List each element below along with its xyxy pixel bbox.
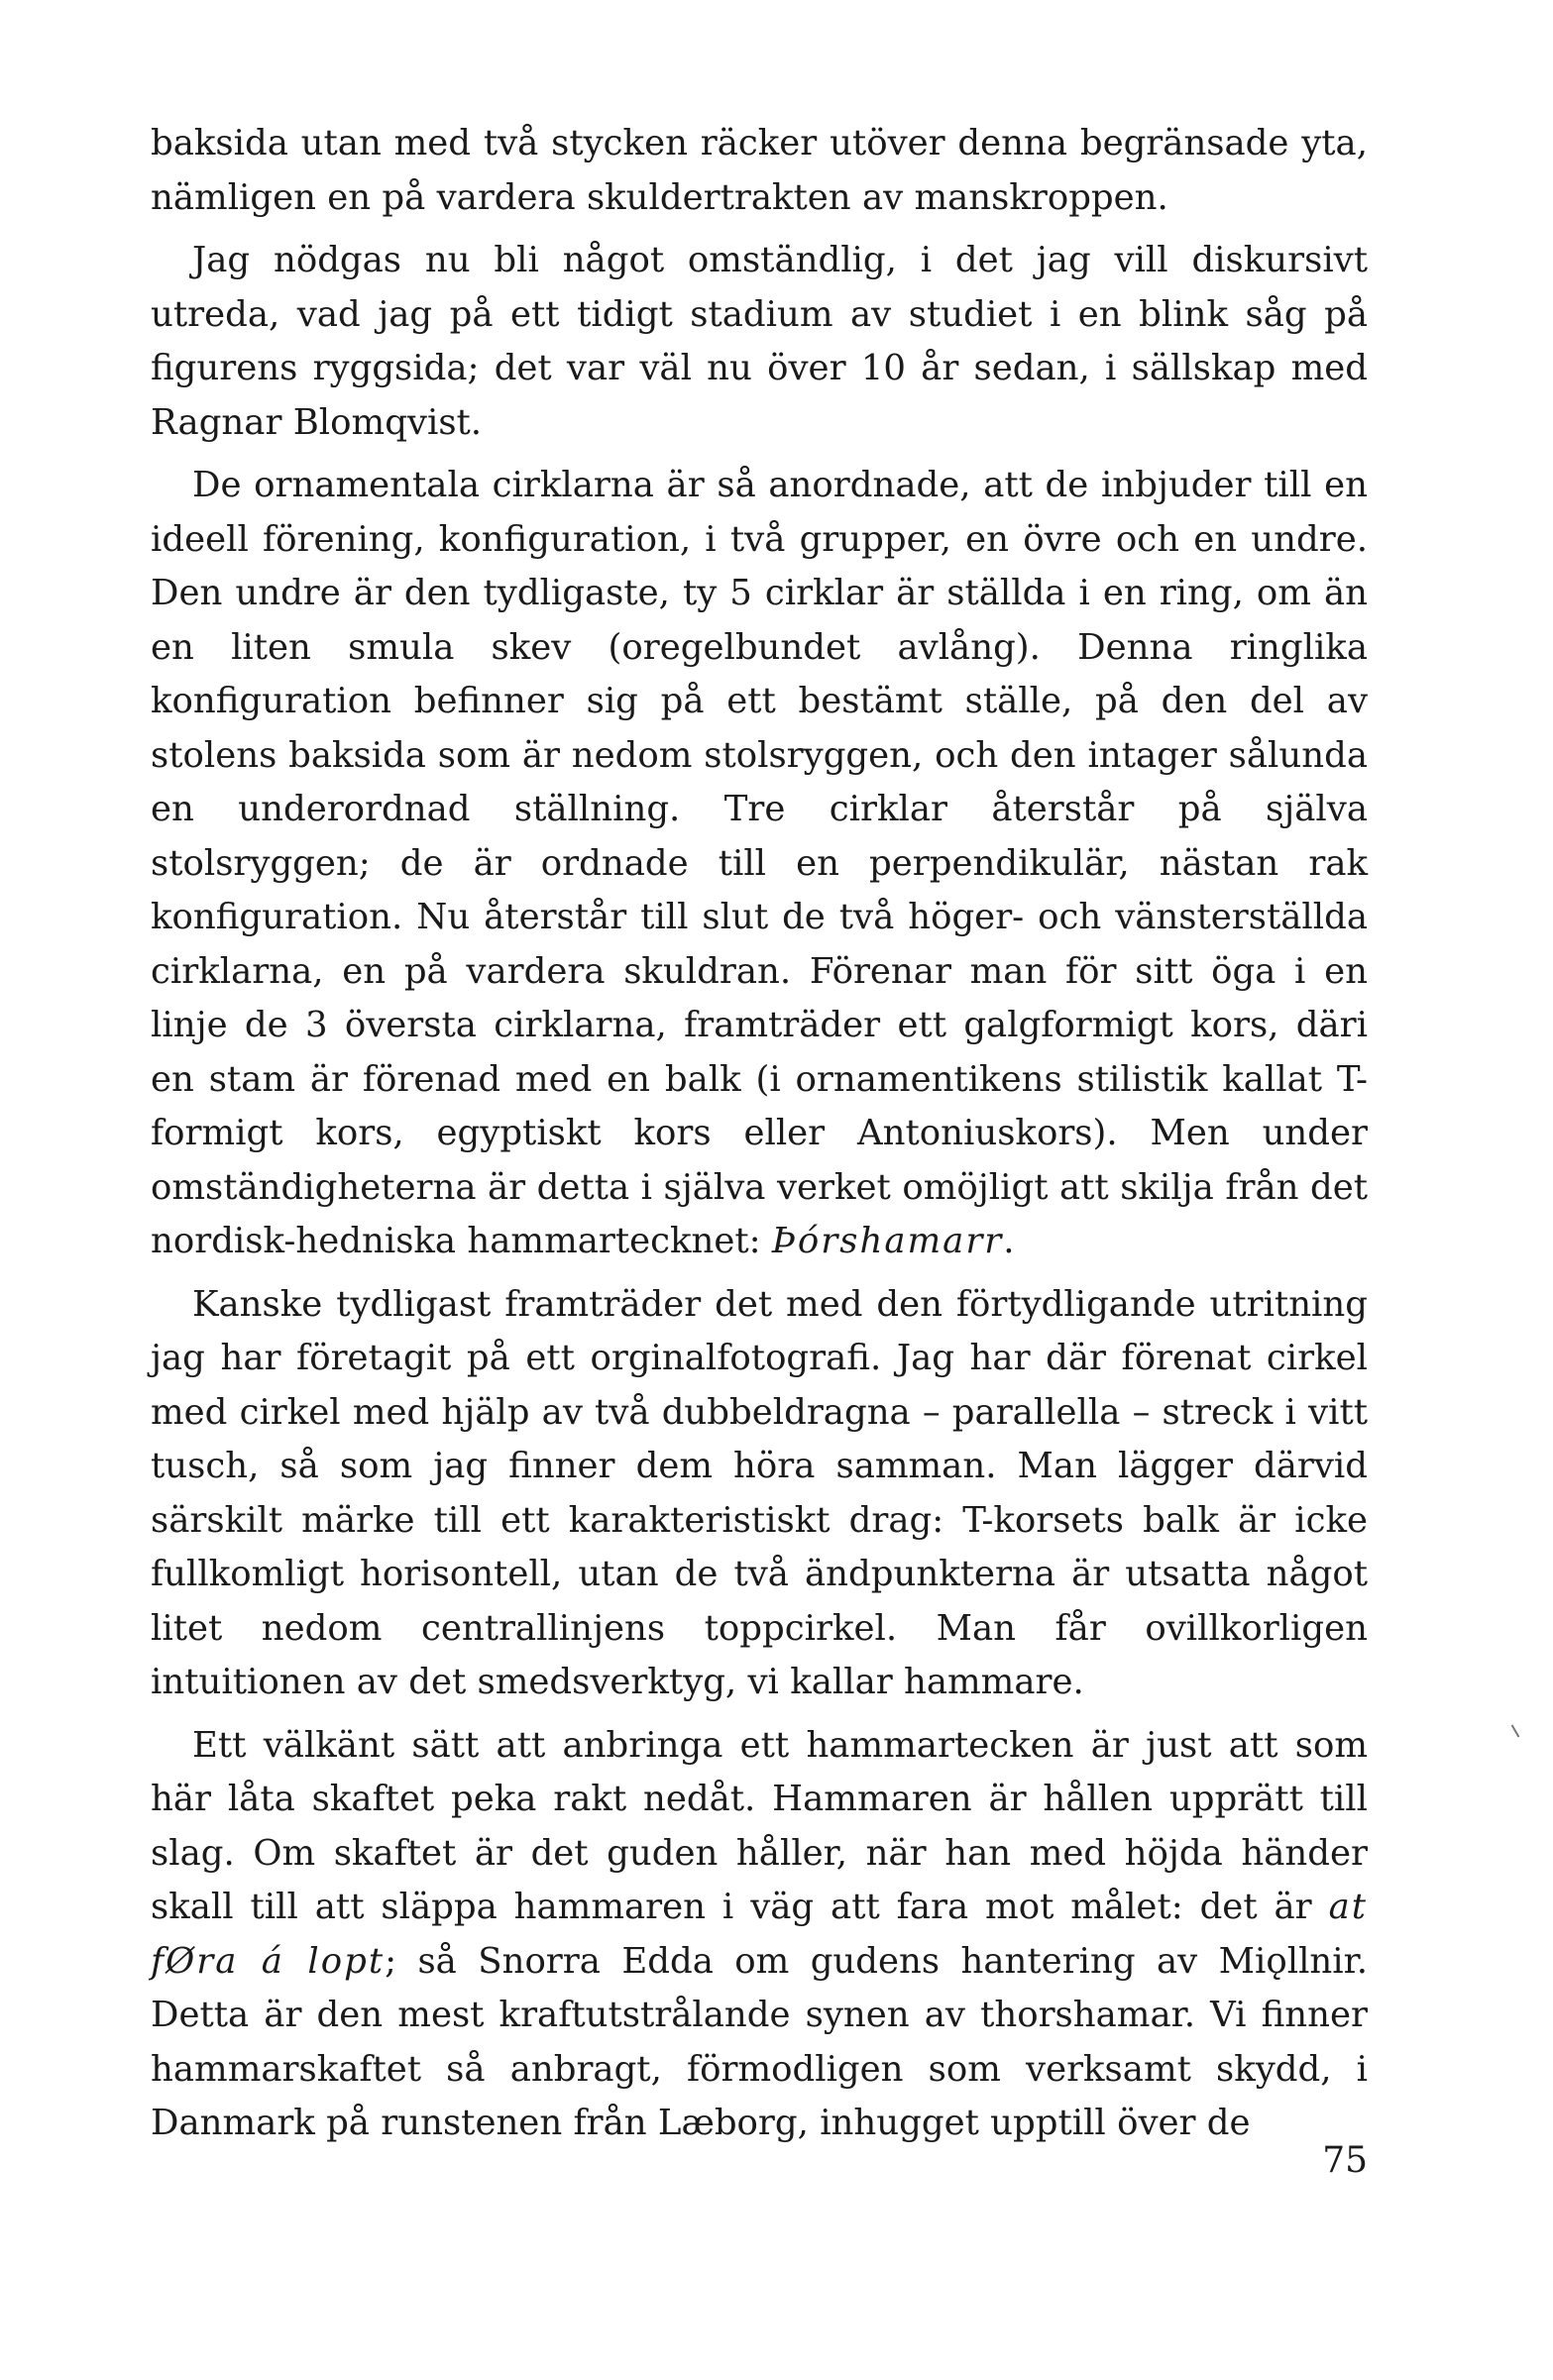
paragraph-text: baksida utan med två stycken räcker utöver denna begränsade yta, nämligen en på vardera skuldertrakten av manskroppen. xyxy=(151,123,1368,218)
page-number: 75 xyxy=(1322,2140,1368,2181)
paragraph xyxy=(151,1719,1368,2151)
margin-mark xyxy=(1511,1724,1520,1737)
paragraph-continuation xyxy=(151,117,1368,225)
page-body xyxy=(151,117,1368,2151)
emphasis-thorshamarr: Þórshamarr xyxy=(771,1221,1004,1261)
paragraph xyxy=(151,1278,1368,1710)
paragraph-text: De ornamentala cirklarna är så anordnade, att de inbjuder till en ideell förening, konfiguration, i två grupper, en övre och en undre. Den undre är den tydligaste, ty 5 cirklar är ställda i en ring, om än en liten smula skev (oregelbundet avlång). Denna ringlika konfiguration befinner sig på ett bestämt ställe, på den del av stolens baksida som är nedom stolsryggen, och den intager sålunda en underordnad ställning. Tre cirklar återstår på själva stolsryggen; de är ordnade till en perpendikulär, nästan rak konfiguration. Nu återstår till slut de två höger- och vänsterställda cirklarna, en på vardera skuldran. Förenar man för sitt öga i en linje de 3 översta cirklarna, framträder ett galgformigt kors, däri en stam är förenad med en balk (i ornamentikens stilistik kallat T-formigt kors, egyptiskt kors eller Antoniuskors). Men under omständigheterna är detta i själva verket omöjligt att skilja från det nordisk-hedniska hammartecknet: xyxy=(151,465,1368,1261)
paragraph xyxy=(151,234,1368,450)
paragraph-text: Jag nödgas nu bli något omständlig, i det jag vill diskursivt utreda, vad jag på ett tidigt stadium av studiet i en blink såg på figurens ryggsida; det var väl nu över 10 år sedan, i sällskap med Ragnar Blomqvist. xyxy=(151,240,1368,443)
paragraph-text: Kanske tydligast framträder det med den förtydligande utritning jag har företagit på ett orginalfotografi. Jag har där förenat cirkel med cirkel med hjälp av två dubbeldragna – parallella – streck i vitt tusch, så som jag finner dem höra samman. Man lägger därvid särskilt märke till ett karakteristiskt drag: T-korsets balk är icke fullkomligt horisontell, utan de två ändpunkterna är utsatta något litet nedom centrallinjens toppcirkel. Man får ovillkorligen intuitionen av det smedsverktyg, vi kallar hammare. xyxy=(151,1283,1368,1702)
paragraph-text: Ett välkänt sätt att anbringa ett hammartecken är just att som här låta skaftet peka rakt nedåt. Hammaren är hållen upprätt till slag. Om skaftet är det guden håller, när han med höjda händer skall till att släppa hammaren i väg att fara mot målet: det är xyxy=(151,1724,1368,1927)
paragraph-text-end: ; så Snorra Edda om gudens hantering av Miǫllnir. Detta är den mest kraftutstrålande synen av thorshamar. Vi finner hammarskaftet så anbragt, förmodligen som verksamt skydd, i Danmark på runstenen från Læborg, inhugget upptill över de xyxy=(151,1940,1368,2143)
paragraph-text-end: . xyxy=(1003,1221,1015,1261)
paragraph xyxy=(151,459,1368,1269)
emphasis-quote: at fØra á lopt xyxy=(151,1887,1368,1982)
